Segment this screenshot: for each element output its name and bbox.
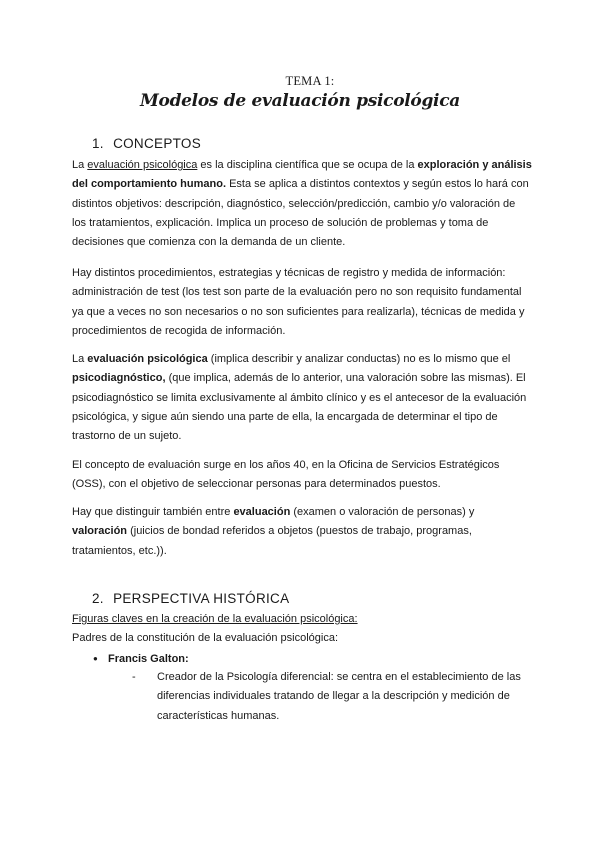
paragraph-definition [72,156,532,252]
bold-term: evaluación [233,506,291,518]
text-run: Hay que distinguir también entre [72,506,234,518]
paragraph-procedures: Hay distintos procedimientos, estrategias y técnicas de registro y medida de información: administración de test (los test son parte de la evaluación pero no son requisito fundamental ya que a veces no son necesarios o no son suficientes para realizarla), técnicas de medida y procedimientos de recogida de información. [72,267,525,337]
bold-term: exploración y análisis del comportamiento humano. [72,159,532,191]
text-run: La [72,353,88,365]
text-run: es la disciplina científica que se ocupa de la [197,159,418,171]
section-2-heading [92,591,289,606]
paragraph-origin: El concepto de evaluación surge en los años 40, en la Oficina de Servicios Estratégicos (OSS), con el objetivo de seleccionar personas para determinados puestos. [72,459,500,491]
bold-term: evaluación psicológica [87,353,208,365]
bullet-icon: ● [93,654,98,663]
bullet-label: Francis Galton: [108,653,189,665]
key-figures-subheading: Figuras claves en la creación de la evaluación psicológica: [72,613,358,625]
document-title: Modelos de evaluación psicológica [140,91,460,111]
tema-heading: TEMA 1: [285,74,335,88]
paragraph-distinction [72,503,532,561]
section-2-number: 2. [92,591,104,606]
section-2-title: PERSPECTIVA HISTÓRICA [113,591,290,606]
text-run: (que implica, además de lo anterior, una valoración sobre las mismas). El psicodiagnóstico se limita exclusivamente al ámbito clínico y es el antecesor de la evaluación psicológica, y sigue aún siendo una parte de ella, la encargada de determinar el tipo de trastorno de un sujeto. [72,372,527,443]
bold-term: psicodiagnóstico, [72,372,166,385]
bold-term: valoración [72,525,128,538]
text-run: Esta se aplica a distintos contextos y según estos lo hará con distintos objetivos: descripción, diagnóstico, selección/predicción, cambio y/o valoración de los tratamientos, explicación. Implica un proceso de solución de problemas y toma de decisiones que comienza con la demanda de un cliente. [72,178,529,249]
sub-item-text: Creador de la Psicología diferencial: se centra en el establecimiento de las diferencias individuales tratando de llegar a la descripción y medición de características humanas. [157,671,521,722]
underlined-term: evaluación psicológica [87,159,198,171]
founders-intro: Padres de la constitución de la evaluación psicológica: [72,632,338,644]
text-run: (examen o valoración de personas) y [290,506,475,518]
text-run: (juicios de bondad referidos a objetos (puestos de trabajo, programas, tratamientos, etc.)). [72,525,472,557]
text-run: (implica describir y analizar conductas) no es lo mismo que el [207,353,511,365]
paragraph-psicodiagnostico [72,350,532,446]
section-1-heading [92,136,201,151]
text-run: La [72,159,88,171]
section-1-number: 1. [92,136,104,151]
dash-icon: - [132,671,136,683]
bullet-item-galton [93,649,189,669]
section-1-title: CONCEPTOS [113,136,202,151]
